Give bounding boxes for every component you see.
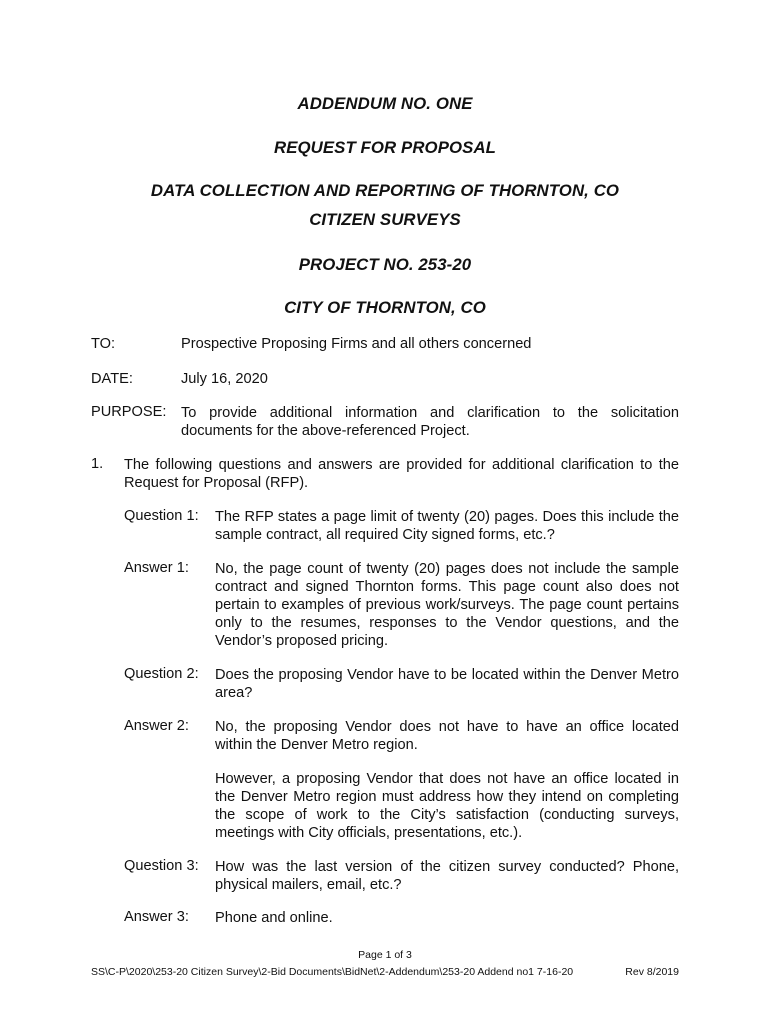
city-title: CITY OF THORNTON, CO xyxy=(284,298,486,317)
purpose-value: To provide additional information and clarification to the solicitation documents for the above-referenced Project. xyxy=(181,405,679,439)
answer-2-text-continued: However, a proposing Vendor that does not have an office located in the Denver Metro region must address how they intend on completing the scope of work to the City’s satisfaction (conducting surveys, meetings with City officials, presentations, etc.). xyxy=(215,771,679,841)
answer-2-text: No, the proposing Vendor does not have to have an office located within the Denver Metro region. xyxy=(215,719,679,753)
answer-2-label: Answer 2: xyxy=(124,718,189,734)
to-label: TO: xyxy=(91,336,116,352)
date-label: DATE: xyxy=(91,371,133,387)
date-value: July 16, 2020 xyxy=(181,371,268,387)
subject-title-line1: DATA COLLECTION AND REPORTING OF THORNTON, CO xyxy=(150,181,620,200)
item-number: 1. xyxy=(91,456,104,472)
question-3-label: Question 3: xyxy=(124,858,199,874)
question-2-text: Does the proposing Vendor have to be located within the Denver Metro area? xyxy=(215,667,679,701)
question-3-text: How was the last version of the citizen survey conducted? Phone, physical mailers, email, etc.? xyxy=(215,859,679,893)
question-1-text: The RFP states a page limit of twenty (20) pages. Does this include the sample contract, all required City signed forms, etc.? xyxy=(215,509,679,543)
subject-title-line2: CITIZEN SURVEYS xyxy=(309,210,461,229)
item-text: The following questions and answers are provided for additional clarification to the Request for Proposal (RFP). xyxy=(124,457,679,491)
answer-3-label: Answer 3: xyxy=(124,909,189,925)
file-path: SS\C-P\2020\253-20 Citizen Survey\2-Bid Documents\BidNet\2-Addendum\253-20 Addend no1 7-16-20 xyxy=(91,966,574,978)
question-2-label: Question 2: xyxy=(124,666,199,682)
question-1-label: Question 1: xyxy=(124,508,199,524)
answer-1-text: No, the page count of twenty (20) pages does not include the sample contract and signed Thornton forms. This page count also does not pertain to examples of previous work/surveys. The page count pertains only to the resumes, responses to the Vendor questions, and the Vendor’s proposed pricing. xyxy=(215,561,679,649)
answer-3-text: Phone and online. xyxy=(215,910,333,926)
revision-label: Rev 8/2019 xyxy=(625,966,679,978)
addendum-title: ADDENDUM NO. ONE xyxy=(297,94,473,113)
page-number: Page 1 of 3 xyxy=(358,949,412,961)
to-value: Prospective Proposing Firms and all others concerned xyxy=(181,336,532,352)
rfp-title: REQUEST FOR PROPOSAL xyxy=(273,138,497,157)
purpose-label: PURPOSE: xyxy=(91,404,167,420)
project-number: PROJECT NO. 253-20 xyxy=(298,255,472,274)
answer-1-label: Answer 1: xyxy=(124,560,189,576)
